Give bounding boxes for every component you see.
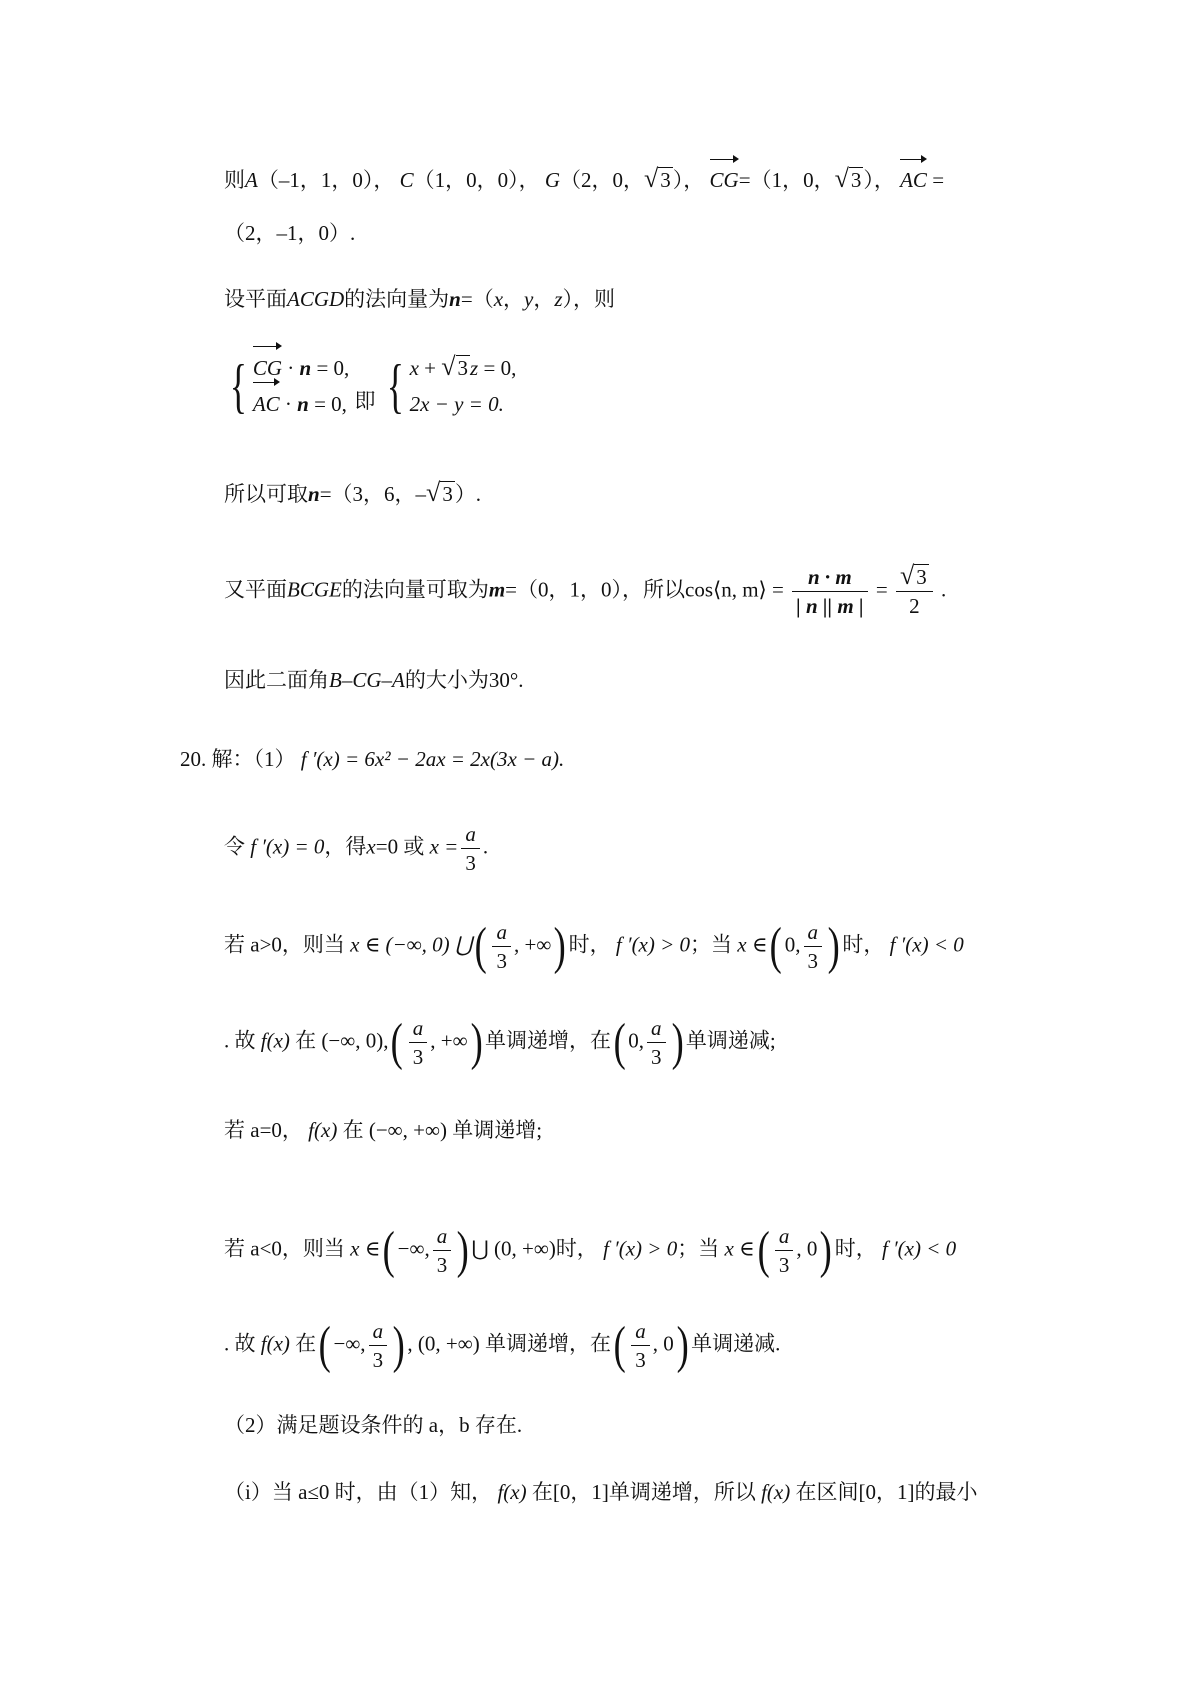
text: 单调递减;	[685, 1028, 776, 1053]
paren: )	[553, 917, 567, 975]
vector-AC: AC	[900, 163, 927, 197]
part-2-case-i	[224, 1475, 978, 1509]
var: x	[366, 834, 376, 859]
paren: (	[770, 917, 783, 975]
text: 单调递增;	[452, 1118, 543, 1142]
left-brace: {	[229, 353, 248, 419]
fx: f(x)	[260, 1331, 290, 1356]
var: z	[470, 356, 479, 380]
paren: (	[391, 1013, 404, 1071]
text: 时，	[842, 932, 885, 957]
fx: f(x)	[497, 1480, 527, 1504]
text: 若 a<0，则当	[224, 1236, 345, 1261]
var: x	[409, 356, 419, 380]
text: 在	[295, 1331, 317, 1356]
paren: (	[382, 1221, 396, 1279]
expr: , (0, +∞)	[407, 1331, 480, 1356]
paren: )	[827, 917, 840, 975]
text: 的法向量为	[344, 287, 450, 311]
text: =0 或	[375, 834, 425, 859]
paren: )	[671, 1013, 684, 1071]
expr: x ∈	[737, 932, 768, 957]
expr: f ′(x) > 0	[603, 1236, 678, 1261]
left-brace: {	[386, 353, 404, 419]
plane-label: ACGD	[287, 287, 345, 311]
fraction: $\frac{a}{3}$	[631, 1317, 650, 1374]
text: 在[0，1]单调递增，所以	[531, 1480, 756, 1504]
eq-row: = 0,	[314, 392, 347, 416]
fx: f(x)	[308, 1118, 338, 1142]
vector-CG: CG	[710, 163, 739, 197]
angle-result	[224, 663, 523, 697]
coord: =（1，0，	[738, 168, 835, 192]
text: ），则	[562, 287, 616, 311]
fraction: √ 3 2	[896, 563, 933, 620]
cos-expr: cos⟨n, m⟩ =	[685, 577, 784, 602]
text: =（3，6，–	[319, 482, 427, 506]
text: 单调递增，在	[484, 1331, 611, 1356]
paren: )	[470, 1013, 483, 1071]
text: ，	[503, 287, 525, 311]
text: 时，	[568, 932, 611, 957]
text: 单调递增，在	[484, 1028, 611, 1053]
text: 设平面	[224, 287, 287, 311]
coord: （1，0，0），	[413, 168, 540, 192]
cosine-line	[224, 563, 946, 620]
expr: , +∞	[513, 932, 552, 957]
text: 在区间[0，1]的最小	[795, 1480, 978, 1504]
text: 则	[224, 168, 245, 192]
expr: , 0	[796, 1236, 818, 1261]
paren: )	[676, 1316, 689, 1374]
expr: , +∞	[430, 1028, 468, 1053]
point-label: G	[544, 168, 561, 192]
var: x	[493, 287, 504, 311]
text: =（	[460, 287, 494, 311]
expr: ⋃ (0, +∞)	[471, 1236, 556, 1261]
text: ，得	[324, 834, 367, 859]
text: （2，–1，0）.	[224, 221, 356, 245]
text: 又平面	[224, 577, 287, 602]
text: .	[940, 577, 947, 602]
normal-vector-result	[224, 477, 481, 511]
op: = 0,	[478, 356, 517, 380]
expr: x ∈	[350, 1236, 381, 1261]
eq-row: 2x − y = 0.	[409, 392, 504, 416]
text: 时，	[555, 1236, 598, 1261]
expr: x =	[429, 834, 459, 859]
paren: (	[613, 1316, 626, 1374]
sqrt-symbol: √ 3	[441, 352, 469, 381]
text: 若 a=0，	[224, 1118, 303, 1142]
part-2-heading	[224, 1408, 522, 1442]
expr: f ′(x) > 0	[615, 932, 691, 957]
coordinates-line	[224, 163, 944, 197]
expr: , 0	[652, 1331, 674, 1356]
point-label: C	[399, 168, 414, 192]
fraction: $\frac{a}{3}$	[647, 1014, 666, 1071]
text: 若 a>0，则当	[224, 932, 345, 957]
expr: x ∈ (−∞, 0) ⋃	[350, 932, 473, 957]
expr: 0,	[628, 1028, 645, 1053]
paren: (	[613, 1013, 626, 1071]
case-a-negative	[224, 1222, 956, 1279]
text: 在	[342, 1118, 364, 1142]
op: =	[875, 577, 888, 602]
paren: (	[474, 917, 487, 975]
fraction: $\frac{a}{3}$	[369, 1317, 388, 1374]
text: ）.	[454, 482, 482, 506]
fraction: $\frac{a}{3}$	[492, 918, 511, 975]
paren: )	[820, 1221, 833, 1279]
fx: f(x)	[761, 1480, 791, 1504]
expr: (−∞, +∞)	[368, 1118, 447, 1142]
monotonicity-a-positive	[224, 1014, 776, 1071]
op: +	[418, 356, 442, 380]
text: .	[482, 834, 489, 859]
vector-n: n	[308, 482, 320, 506]
case-a-zero	[224, 1113, 542, 1147]
fraction: $\frac{a}{3}$	[461, 820, 480, 877]
coord: ），	[863, 168, 895, 192]
sqrt-symbol: √ 3	[426, 478, 453, 507]
problem-20-heading	[180, 742, 564, 776]
fx: f(x)	[260, 1028, 290, 1053]
var: z	[554, 287, 563, 311]
equation-system	[224, 350, 516, 422]
text: 因此二面角	[224, 668, 329, 692]
text: 时，	[834, 1236, 877, 1261]
text: ，	[533, 287, 555, 311]
var: y	[524, 287, 534, 311]
text: 的法向量可取为	[341, 577, 489, 602]
text: 在	[295, 1028, 317, 1053]
coordinates-line-2	[224, 216, 355, 250]
eq-row: = 0,	[316, 356, 350, 380]
text: 单调递减.	[691, 1331, 781, 1356]
text: 所以可取	[224, 482, 308, 506]
expr: f ′(x) = 0	[250, 834, 325, 859]
system-left: { CG · n = 0, AC · n = 0,	[224, 350, 349, 422]
vector-m: m	[488, 577, 506, 602]
vector-n: n	[297, 392, 309, 416]
expr: (−∞, 0),	[321, 1028, 389, 1053]
coord: （2，0，	[560, 168, 645, 192]
derivative-expr: f ′(x) = 6x² − 2ax = 2x(3x − a).	[300, 747, 565, 771]
expr: 0,	[784, 932, 801, 957]
text: （i）当 a≤0 时，由（1）知，	[224, 1480, 493, 1504]
fraction: $\frac{n \cdot m}{| n || m |}$	[792, 563, 868, 620]
text: . 故	[224, 1028, 256, 1053]
sqrt-symbol: √ 3	[899, 561, 927, 590]
text: （2）满足题设条件的 a，b 存在.	[224, 1413, 523, 1437]
vector-CG: CG	[253, 350, 282, 386]
text: =（0，1，0），所以	[505, 577, 686, 602]
paren: (	[318, 1316, 331, 1374]
equals: =	[932, 168, 945, 192]
fraction: $\frac{a}{3}$	[804, 918, 823, 975]
system-right	[381, 350, 517, 422]
expr: f ′(x) < 0	[889, 932, 964, 957]
plane-label: BCGE	[287, 577, 342, 602]
angle-label: B–CG–A	[329, 668, 405, 692]
text: 即	[354, 389, 376, 414]
coord: ），	[672, 168, 705, 192]
expr: f ′(x) < 0	[882, 1236, 957, 1261]
coord: （–1，1，0），	[257, 168, 395, 192]
paren: )	[392, 1316, 405, 1374]
vector-AC: AC	[253, 386, 280, 422]
vector-n: n	[299, 356, 312, 380]
expr: x ∈	[724, 1236, 755, 1261]
text: 的大小为30°.	[404, 668, 524, 692]
critical-points-line	[224, 820, 488, 877]
paren: )	[456, 1221, 469, 1279]
sqrt-symbol: √ 3	[644, 164, 671, 193]
vector-n: n	[449, 287, 461, 311]
fraction: $\frac{a}{3}$	[433, 1222, 452, 1279]
expr: −∞,	[397, 1236, 430, 1261]
text: ；当	[677, 1236, 720, 1261]
text: . 故	[224, 1331, 256, 1356]
fraction: $\frac{a}{3}$	[409, 1014, 428, 1071]
paren: (	[757, 1221, 770, 1279]
expr: −∞,	[333, 1331, 366, 1356]
sqrt-symbol: √ 3	[834, 164, 862, 193]
fraction: $\frac{a}{3}$	[775, 1222, 794, 1279]
text: 令	[224, 834, 245, 859]
case-a-positive	[224, 918, 964, 975]
normal-vector-setup	[224, 282, 615, 316]
monotonicity-a-negative	[224, 1317, 780, 1374]
point-label: A	[245, 168, 258, 192]
text: ；当	[690, 932, 733, 957]
problem-number: 20. 解：（1）	[180, 747, 296, 771]
